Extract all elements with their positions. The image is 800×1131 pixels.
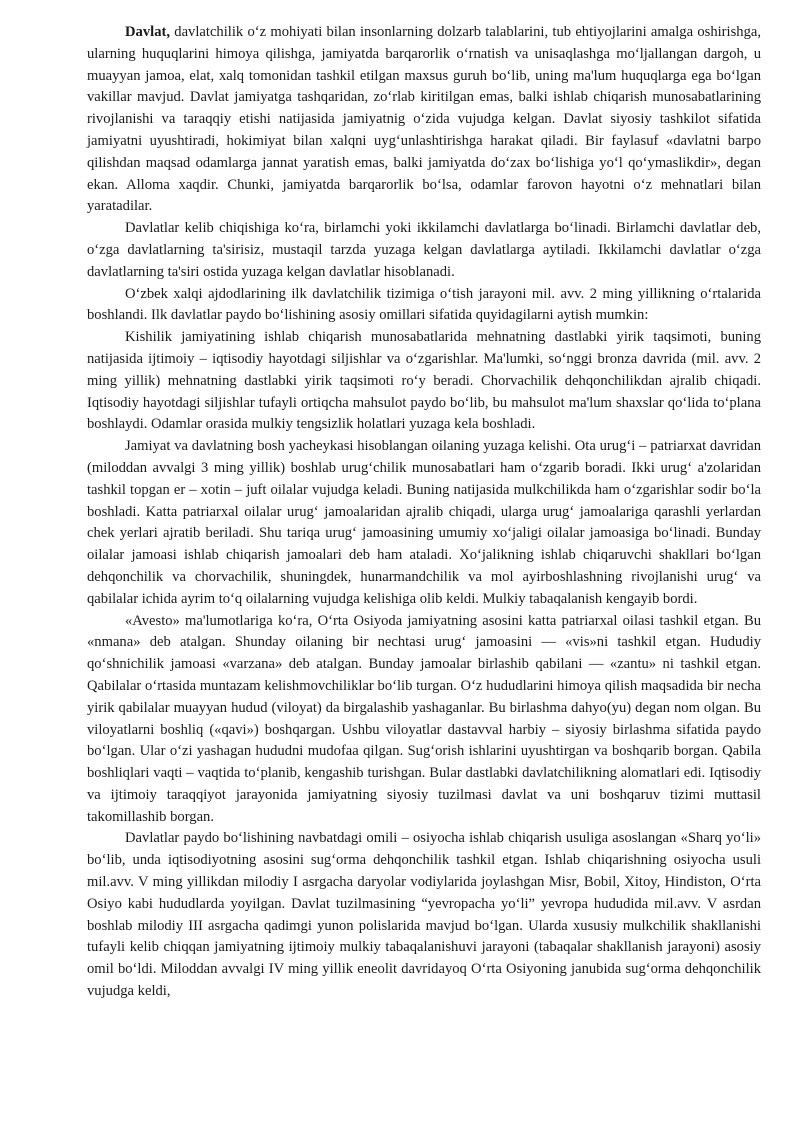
paragraph-text: Davlatlar kelib chiqishiga ko‘ra, birlamchi yoki ikkilamchi davlatlarga bo‘linadi. Birlamchi davlatlar deb, o‘zga davlatlarning ta'sirisiz, mustaqil tarzda yuzaga kelgan davlatlarga aytiladi. Ikkilamchi davlatlar o‘zga davlatlarning ta'siri ostida yuzaga kelgan davlatlar hisoblanadi. [87, 220, 761, 280]
paragraph-davlat-types [87, 218, 761, 283]
paragraph-text: Davlatlar paydo bo‘lishining navbatdagi omili – osiyocha ishlab chiqarish usuliga asoslangan «Sharq yo‘li» bo‘lib, unda iqtisodiyotning asosini sug‘orma dehqonchilik tashkil etgan. Ishlab chiqarishning osiyocha usuli mil.avv. V ming yillikdan milodiy I asrgacha daryolar vodiylarida joylashgan Misr, Bobil, Xitoy, Hindiston, O‘rta Osiyo kabi hududlarda yoyilgan. Davlat tuzilmasining “yevropacha yo‘li” yevropa hududida mil.avv. V asrdan boshlab milodiy III asrgacha qadimgi yunon polislarida mavjud bo‘lgan. Ularda xususiy mulkchilik shakllanishi tufayli kelib chiqqan jamiyatning ijtimoiy mulkiy tabaqalanishuvi jarayoni (tabaqalar shakllanish jarayoni) asosiy omil bo‘ldi. Miloddan avvalgi IV ming yillik eneolit davridayoq O‘rta Osiyoning janubida sug‘orma dehqonchilik vujudga keldi, [87, 830, 761, 1000]
paragraph-family-origin [87, 436, 761, 610]
paragraph-text: «Avesto» ma'lumotlariga ko‘ra, O‘rta Osiyoda jamiyatning asosini katta patriarxal oilasi tashkil etgan. Bu «nmana» deb atalgan. Shunday oilaning bir nechtasi urug‘ jamoasini — «vis»ni tashkil etgan. Hududiy qo‘shnichilik jamoasi «varzana» deb atalgan. Bunday jamoalar birlashib qabilani — «zantu» ni tashkil etgan. Qabilalar o‘rtasida muntazam kelishmovchiliklar bo‘lib turgan. O‘z hududlarini himoya qilish maqsadida bir necha yirik qabilalar muayyan hudud (viloyat) da birgalashib yashaganlar. Bu birlashma dahyo(yu) degan nom olgan. Bu viloyatlarni boshliq («qavi») boshqargan. Ushbu viloyatlar dastavval harbiy – siyosiy birlashma sifatida paydo bo‘lgan. Ular o‘zi yashagan hududni mudofaa qilgan. Sug‘orish ishlarini uyushtirgan va boshqarib borgan. Qabila boshliqlari vaqti – vaqtida to‘planib, kengashib turishgan. Bular dastlabki davlatchilikning alomatlari edi. Iqtisodiy va ijtimoiy taraqqiyot jarayonida jamiyatning siyosiy tuzilmasi davlat va uni boshqaruv tizimi muttasil takomillashib borgan. [87, 612, 761, 825]
paragraph-davlat-definition [87, 22, 761, 218]
paragraph-labor-division [87, 327, 761, 436]
paragraph-avesto [87, 611, 761, 829]
paragraph-text: Jamiyat va davlatning bosh yacheykasi hisoblangan oilaning yuzaga kelishi. Ota urug‘i – patriarxat davridan (miloddan avvalgi 3 ming yillik) boshlab urug‘chilik munosabatlari ham o‘zgarib boradi. Ikki urug‘ a'zolaridan tashkil topgan er – xotin – juft oilalar vujudga keladi. Buning natijasida mulkchilikda ham o‘zgarishlar sodir bo‘la boshladi. Katta patriarxal oilalar urug‘ jamoalaridan ajralib chiqadi, ularga urug‘ jamoalariga qarashli yerlardan chek yerlari ajratib beriladi. Shu tariqa urug‘ jamoasining umumiy xo‘jaligi oilalar jamoasiga bo‘linadi. Bunday oilalar jamoasi ishlab chiqarish jamoalari deb ham ataladi. Xo‘jalikning ishlab chiqaruvchi shakllari bo‘lgan dehqonchilik va chorvachilik, shuningdek, hunarmandchilik va mol ayirboshlashning rivojlanishi urug‘ va qabilalar ichida ayrim to‘q oilalarning vujudga kelishiga olib keldi. Mulkiy tabaqalanish kengayib bordi. [87, 438, 761, 607]
paragraph-eastern-way [87, 828, 761, 1002]
term-davlat: Davlat, [125, 24, 170, 40]
paragraph-first-states [87, 284, 761, 328]
paragraph-text: O‘zbek xalqi ajdodlarining ilk davlatchilik tizimiga o‘tish jarayoni mil. avv. 2 ming yillikning o‘rtalarida boshlandi. Ilk davlatlar paydo bo‘lishining asosiy omillari sifatida quyidagilarni aytish mumkin: [87, 285, 761, 324]
paragraph-text: Kishilik jamiyatining ishlab chiqarish munosabatlarida mehnatning dastlabki yirik taqsimoti, buning natijasida ijtimoiy – iqtisodiy hayotdagi siljishlar va o‘zgarishlar. Ma'lumki, so‘nggi bronza davrida (mil. avv. 2 ming yillik) mehnatning dastlabki yirik taqsimoti ro‘y beradi. Chorvachilik dehqonchilikdan ajralib chiqadi. Iqtisodiy hayotdagi siljishlar tufayli ortiqcha mahsulot paydo bo‘lib, bu mahsulot ma'lum shaxslar qo‘lida to‘plana boshlaydi. Odamlar orasida mulkiy tengsizlik holatlari yuzaga kela boshladi. [87, 329, 761, 433]
document-page [87, 22, 761, 1003]
paragraph-text: davlatchilik o‘z mohiyati bilan insonlarning dolzarb talablarini, tub ehtiyojlarini amalga oshirishga, ularning huquqlarini himoya qilishga, jamiyatda barqarorlik o‘rnatish va unisaqlashga mo‘ljallangan dargoh, u muayyan jamoa, elat, xalq tomonidan tashkil etilgan maxsus guruh bo‘lib, uning ma'lum huquqlarga ega bo‘lgan vakillar mavjud. Davlat jamiyatga tashqaridan, zo‘rlab kiritilgan emas, balki ishlab chiqarish munosabatlarining rivojlanishi va taraqqiy etishi natijasida jamiyatnig o‘zida vujudga kelgan. Davlat siyosiy tashkilot sifatida jamiyatni uyushtiradi, hokimiyat bilan xalqni uyg‘unlashtirishga harakat qiladi. Bir faylasuf «davlatni barpo qilishdan maqsad odamlarga jannat yaratish emas, balki jamiyatda do‘zax bo‘lishiga yo‘l qo‘ymaslikdir», degan ekan. Alloma xaqdir. Chunki, jamiyatda barqarorlik bo‘lsa, odamlar farovon hayotni o‘z mehnatlari bilan yaratadilar. [87, 24, 761, 215]
